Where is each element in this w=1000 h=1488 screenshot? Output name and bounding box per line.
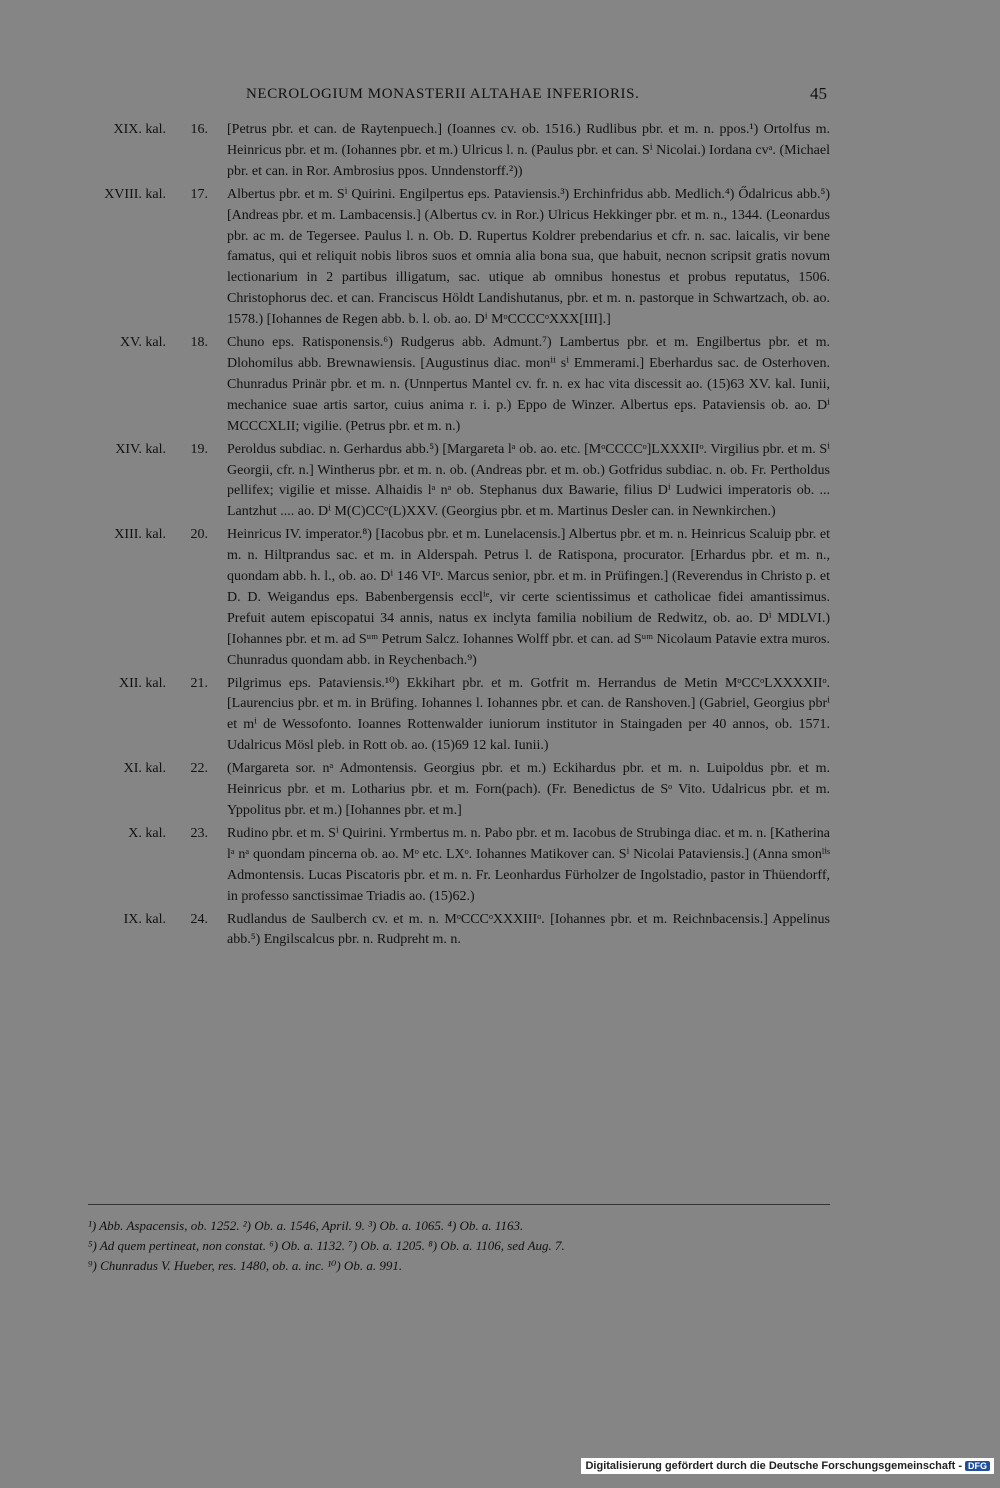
entry-date-kal: XI. kal. [123, 761, 166, 777]
page-header [0, 86, 1000, 110]
entry-text: (Margareta sor. nᵃ Admontensis. Georgius pbr. et m.) Eckihardus pbr. et m. n. Luipoldus pbr. et m. Heinricus pbr. et m. Lotharius pbr. et m. Forn(pach). (Fr. Benedictus de Sᵒ Vito. Udalricus pbr. et m. Yppolitus pbr. et m.) [Iohannes pbr. et m.] [227, 761, 830, 818]
footnotes [88, 1216, 830, 1276]
entry-date-kal: IX. kal. [123, 911, 166, 927]
footnote-divider [88, 1204, 830, 1205]
entry-x-kal-23 [0, 824, 1000, 908]
entry-day-number: 17. [190, 186, 208, 202]
entry-date-kal: X. kal. [128, 825, 166, 841]
running-title: NECROLOGIUM MONASTERII ALTAHAE INFERIORIS. [246, 86, 640, 102]
entry-xviii-kal-17 [0, 185, 1000, 331]
digitization-credit [581, 1458, 994, 1474]
entry-text: Chuno eps. Ratisponensis.⁶) Rudgerus abb. Admunt.⁷) Lambertus pbr. et m. Engilbertus pbr. et m. Dlohomilus abb. Brewnawiensis. [Augustinus diac. monⁱⁱ sⁱ Emmerami.] Eberhardus sac. de Osterhoven. Chunradus Prinär pbr. et m. n. (Unnpertus Mantel cv. fr. n. ex hac vita discessit ao. (15)63 XV. kal. Iunii, mechanice suae artis sartor, cuius anima r. i. p.) Eppo de Winzer. Albertus eps. Pataviensis ob. ao. Dⁱ MCCCXLII; vigilie. (Petrus pbr. et m. n.) [227, 335, 830, 434]
entry-text: Pilgrimus eps. Pataviensis.¹⁰) Ekkihart pbr. et m. Gotfrit m. Herrandus de Metin MᵒCCᵒLXXXXIIᵒ. [Laurencius pbr. et m. in Brüfing. Iohannes l. Iohannes pbr. et can. de Ranshoven.] (Gabriel, Georgius pbrⁱ et mⁱ de Wessofonto. Ioannes Rottenwalder iuniorum institutor in Staingaden per 40 annos, ob. 1571. Udalricus Mösl pleb. in Rott ob. ao. (15)69 12 kal. Iunii.) [227, 675, 830, 754]
entry-xiii-kal-20 [0, 525, 1000, 671]
entry-day-number: 18. [190, 335, 208, 351]
entry-day-number: 19. [190, 441, 208, 457]
entry-xii-kal-21 [0, 674, 1000, 758]
entry-text: Rudino pbr. et m. Sⁱ Quirini. Yrmbertus m. n. Pabo pbr. et m. Iacobus de Strubinga diac. et m. n. [Katherina lᵃ nᵃ quondam pincerna ob. ao. Mᵒ etc. LXᵒ. Iohannes Matikover can. Sⁱ Nicolai Pataviensis.] (Anna smonˡⁱˢ Admontensis. Lucas Piscatoris pbr. et m. n. Fr. Leonhardus Fürholzer de Ingolstadio, pastor in Thüendorff, in professo sanctissimae Triadis ao. (15)62.) [227, 825, 830, 904]
entry-text: Albertus pbr. et m. Sⁱ Quirini. Engilpertus eps. Pataviensis.³) Erchinfridus abb. Medlich.⁴) Ődalricus abb.⁵) [Andreas pbr. et m. Lambacensis.] (Albertus cv. in Ror.) Ulricus Hekkinger pbr. et m. n., 1344. (Leonardus pbr. ac m. de Tegersee. Paulus l. n. Ob. D. Rupertus Koldrer prebendarius et cfr. n. sac. laicalis, vir bene famatus, qui et reliquit nobis libros suos et omnia alia bona sua, que habuit, necnon scripsit gratis novum lectionarium in 2 partibus illigatum, sac. utique ab omnibus honestus et probus reputatus, 1506. Christophorus dec. et can. Franciscus Höldt Landishutanus, pbr. et m. n. pastorque in Schwartzach, ob. ao. 1578.) [Iohannes de Regen abb. b. l. ob. ao. Dⁱ MᵒCCCCᵒXXX[III].] [227, 186, 830, 328]
entry-date-kal: XIII. kal. [114, 527, 166, 543]
entry-text: Heinricus IV. imperator.⁸) [Iacobus pbr. et m. Lunelacensis.] Albertus pbr. et m. n. Heinricus Scaluip pbr. et m. n. Hiltprandus sac. et m. in Alderspah. Petrus l. de Ratispona, procurator. [Erhardus pbr. et m. n., quondam abb. h. l., ob. ao. Dⁱ 146 VIᵒ. Marcus senior, pbr. et m. in Prüfingen.] (Reverendus in Christo p. et D. D. Weigandus eps. Babenbergensis ecclⁱᵉ, vir certe scientissimus et catholicae fidei amantissimus. Prefuit autem episcopatui 34 annis, natus ex inclyta familia nobilium de Redwitz, ob. ao. Dⁱ MDLVI.) [Iohannes pbr. et m. ad Sᵘᵐ Petrum Salcz. Iohannes Wolff pbr. et can. ad Sᵘᵐ Nicolaum Patavie extra muros. Chunradus quondam abb. in Reychenbach.⁹) [227, 527, 830, 668]
dfg-logo-icon: DFG [965, 1461, 990, 1471]
entry-day-number: 22. [190, 761, 208, 777]
footnote-line: ⁹) Chunradus V. Hueber, res. 1480, ob. a. inc. ¹⁰) Ob. a. 991. [88, 1258, 403, 1273]
entry-xix-kal-16 [0, 120, 1000, 183]
entry-date-kal: XIV. kal. [115, 441, 166, 457]
footnote-line: ¹) Abb. Aspacensis, ob. 1252. ²) Ob. a. 1546, April. 9. ³) Ob. a. 1065. ⁴) Ob. a. 1163. [88, 1218, 524, 1233]
credit-text: Digitalisierung gefördert durch die Deutsche Forschungsgemeinschaft - [585, 1460, 962, 1472]
footnote-line: ⁵) Ad quem pertineat, non constat. ⁶) Ob. a. 1132. ⁷) Ob. a. 1205. ⁸) Ob. a. 1106, sed Aug. 7. [88, 1238, 565, 1253]
entry-day-number: 21. [190, 675, 208, 691]
entry-date-kal: XIX. kal. [113, 122, 166, 137]
entry-ix-kal-24 [0, 910, 1000, 952]
entry-xiv-kal-19 [0, 440, 1000, 524]
entry-text: Peroldus subdiac. n. Gerhardus abb.⁵) [Margareta lᵃ ob. ao. etc. [MᵒCCCCᵒ]LXXXIIᵒ. Virgilius pbr. et m. Sⁱ Georgii, cfr. n.] Wintherus pbr. et m. n. ob. (Andreas pbr. et m. ob.) Gotfridus subdiac. n. ob. Fr. Pertholdus pellifex; vigilie et misse. Alhaidis lᵃ nᵃ ob. Stephanus dux Bawarie, filius Dⁱ Ludwici imperatoris ob. ... Lantzhut .... ao. Dⁱ M(C)CCᵒ(L)XXV. (Georgius pbr. et m. Martinus Desler can. in Newnkirchen.) [227, 441, 830, 520]
entry-day-number: 20. [190, 527, 208, 543]
entry-date-kal: XVIII. kal. [104, 186, 166, 202]
entry-day-number: 23. [190, 825, 208, 841]
entry-xv-kal-18 [0, 333, 1000, 438]
necrology-entries [0, 120, 1000, 953]
entry-text: [Petrus pbr. et can. de Raytenpuech.] (Ioannes cv. ob. 1516.) Rudlibus pbr. et m. n. ppos.¹) Ortolfus m. Heinricus pbr. et m. (Iohannes pbr. et m.) Ulricus l. n. (Paulus pbr. et can. Sⁱ Nicolai.) Iordana cvᵃ. (Michael pbr. et can. in Ror. Ambrosius ppos. Unndenstorff.²)) [227, 122, 830, 179]
entry-day-number: 24. [190, 911, 208, 927]
entry-text: Rudlandus de Saulberch cv. et m. n. MᵒCCCᵒXXXIIIᵒ. [Iohannes pbr. et m. Reichnbacensis.] Appelinus abb.⁵) Engilscalcus pbr. n. Rudpreht m. n. [227, 911, 830, 948]
entry-date-kal: XII. kal. [118, 675, 166, 691]
entry-xi-kal-22 [0, 759, 1000, 822]
page-number: 45 [810, 84, 827, 103]
entry-date-kal: XV. kal. [119, 335, 166, 351]
entry-day-number: 16. [190, 122, 208, 137]
